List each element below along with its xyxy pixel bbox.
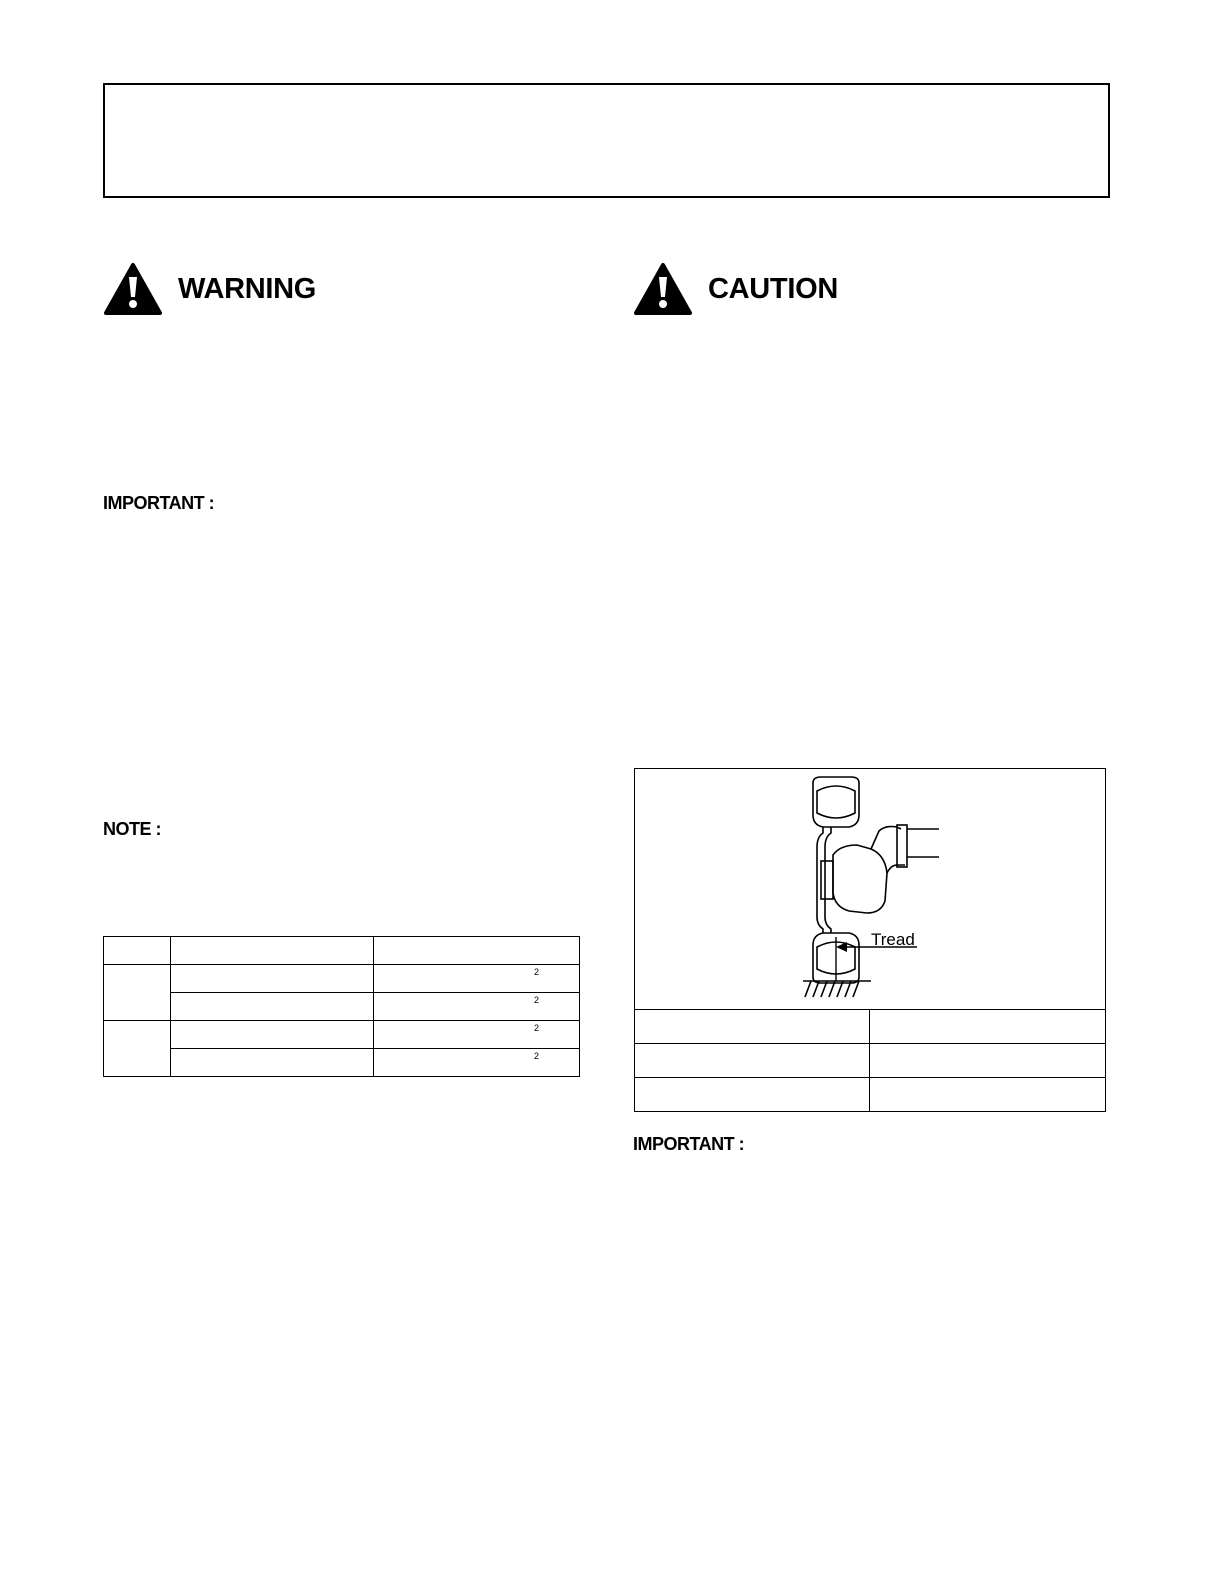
caution-alert bbox=[633, 262, 838, 316]
warning-triangle-icon bbox=[633, 262, 693, 316]
table-cell bbox=[170, 993, 374, 1021]
table-cell bbox=[374, 1021, 580, 1049]
superscript: 2 bbox=[533, 967, 539, 977]
table-row bbox=[104, 993, 580, 1021]
superscript: 2 bbox=[533, 1051, 539, 1061]
table-cell bbox=[104, 937, 171, 965]
table-cell bbox=[170, 965, 374, 993]
table-cell bbox=[170, 1021, 374, 1049]
note-label: NOTE : bbox=[103, 819, 161, 839]
table-row bbox=[635, 1044, 1106, 1078]
table-cell bbox=[635, 1010, 870, 1044]
table-row bbox=[104, 1021, 580, 1049]
superscript: 2 bbox=[533, 1023, 539, 1033]
tread-table bbox=[634, 1009, 1106, 1112]
table-row bbox=[104, 1049, 580, 1077]
table-cell bbox=[170, 1049, 374, 1077]
table-cell bbox=[374, 965, 580, 993]
table-cell bbox=[374, 993, 580, 1021]
table-row bbox=[635, 1078, 1106, 1112]
important-label-left: IMPORTANT : bbox=[103, 493, 215, 513]
table-cell bbox=[104, 1021, 171, 1077]
table-cell bbox=[869, 1044, 1106, 1078]
table-row bbox=[104, 965, 580, 993]
important-label-right: IMPORTANT : bbox=[633, 1134, 745, 1154]
tread-figure bbox=[634, 768, 1106, 1112]
table-cell bbox=[635, 1078, 870, 1112]
header-box bbox=[103, 83, 1110, 198]
table-cell bbox=[374, 937, 580, 965]
table-cell bbox=[374, 1049, 580, 1077]
warning-alert bbox=[103, 262, 316, 316]
table-header-row bbox=[635, 1010, 1106, 1044]
table-cell bbox=[869, 1078, 1106, 1112]
table-header-row bbox=[104, 937, 580, 965]
caution-title: CAUTION bbox=[708, 272, 839, 305]
table-cell bbox=[635, 1044, 870, 1078]
table-cell bbox=[170, 937, 374, 965]
warning-title: WARNING bbox=[178, 272, 317, 305]
table-cell bbox=[104, 965, 171, 1021]
superscript: 2 bbox=[533, 995, 539, 1005]
table-cell bbox=[869, 1010, 1106, 1044]
tread-label: Tread bbox=[871, 930, 915, 949]
tread-illustration bbox=[635, 769, 1105, 1009]
pressure-table bbox=[103, 936, 580, 1077]
warning-triangle-icon bbox=[103, 262, 163, 316]
